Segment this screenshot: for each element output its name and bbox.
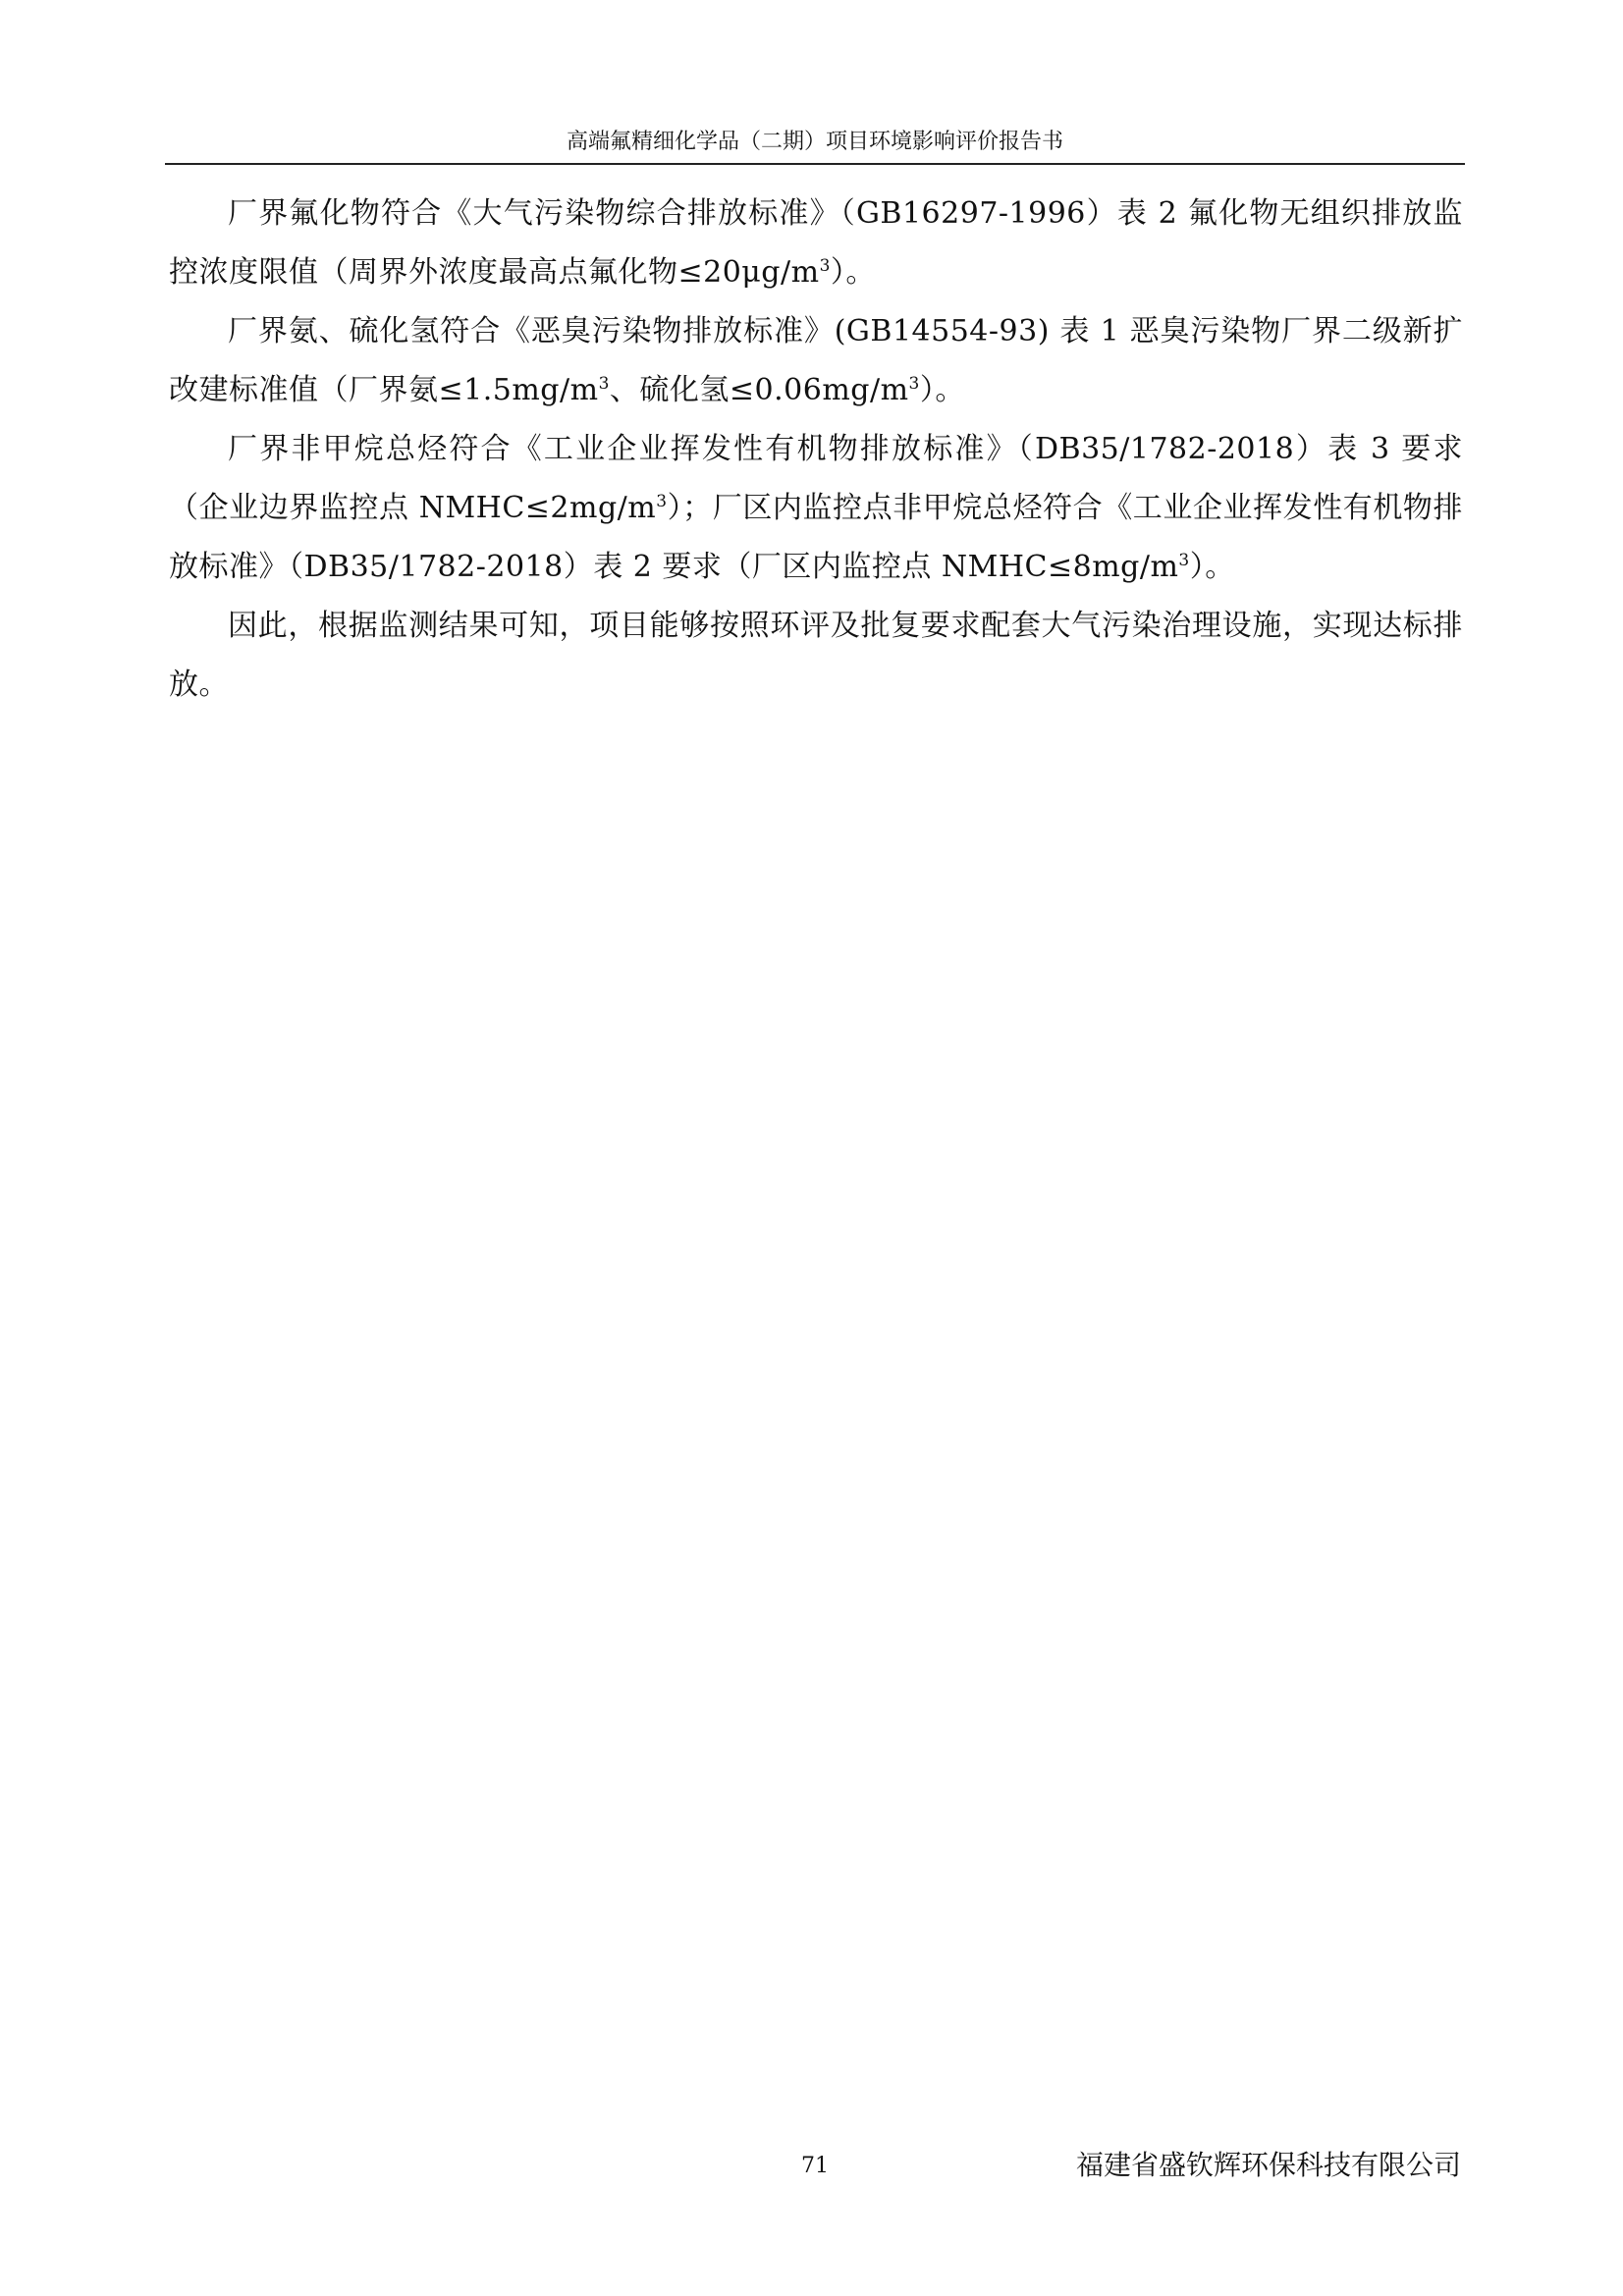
company-name: 福建省盛钦辉环保科技有限公司	[1075, 2149, 1461, 2181]
paragraph-conclusion	[169, 597, 1463, 715]
superscript: 3	[1178, 551, 1190, 570]
paragraph-text: ）。	[919, 373, 965, 407]
paragraph-text: 因此，根据监测结果可知，项目能够按照环评及批复要求配套大气污染治理设施，实现达标排放。	[169, 609, 1463, 702]
page-number: 71	[801, 2154, 829, 2178]
paragraph-text: ）；厂区内监控点非甲烷总烃符合《工业企业挥发性有机物排放标准》（DB35/1782-2018）表 2 要求（厂区内监控点 NMHC≤8mg/m	[169, 491, 1463, 584]
page-header	[165, 126, 1465, 165]
paragraph-text: 厂界氨、硫化氢符合《恶臭污染物排放标准》(GB14554-93) 表 1 恶臭污染物厂界二级新扩改建标准值（厂界氨≤1.5mg/m	[169, 314, 1463, 407]
superscript: 3	[656, 492, 668, 511]
paragraph-odor	[169, 302, 1463, 420]
superscript: 3	[598, 374, 610, 394]
superscript: 3	[908, 374, 920, 394]
paragraph-nmhc	[169, 420, 1463, 597]
paragraph-text: 厂界氟化物符合《大气污染物综合排放标准》（GB16297-1996）表 2 氟化物无组织排放监控浓度限值（周界外浓度最高点氟化物≤20μg/m	[169, 196, 1463, 290]
paragraph-text: 厂界非甲烷总烃符合《工业企业挥发性有机物排放标准》（DB35/1782-2018）表 3 要求（企业边界监控点 NMHC≤2mg/m	[169, 432, 1463, 525]
header-title: 高端氟精细化学品（二期）项目环境影响评价报告书	[566, 130, 1063, 154]
paragraph-text: 、硫化氢≤0.06mg/m	[609, 373, 909, 407]
paragraph-fluoride	[169, 185, 1463, 302]
paragraph-text: ）。	[1189, 550, 1235, 584]
document-body	[169, 185, 1463, 715]
paragraph-text: ）。	[830, 255, 876, 290]
superscript: 3	[819, 256, 831, 276]
